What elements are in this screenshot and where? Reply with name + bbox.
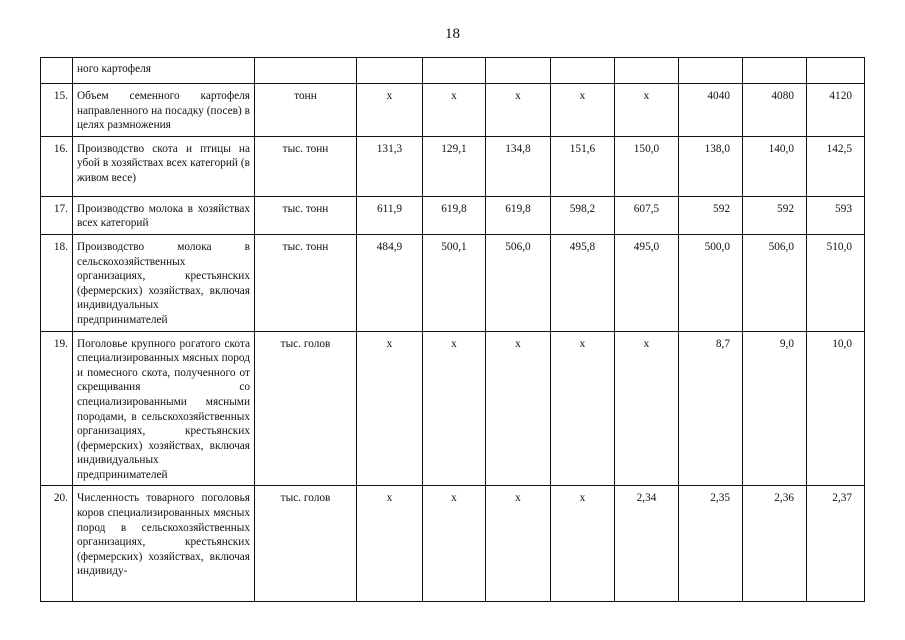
value-cell xyxy=(679,58,743,84)
indicator-name-cell: Производство молока в хозяйствах всех категорий xyxy=(73,196,255,234)
indicator-name-cell: Производство молока в сельскохозяйственных организациях, крестьянских (фермерских) хозяйствах, включая индивидуальных предпринимателей xyxy=(73,234,255,331)
unit-cell xyxy=(255,58,357,84)
indicators-table xyxy=(40,57,865,602)
value-cell: 500,0 xyxy=(679,234,743,331)
value-cell: 506,0 xyxy=(486,234,551,331)
value-cell: 8,7 xyxy=(679,331,743,486)
indicator-name-cell: Производство скота и птицы на убой в хозяйствах всех категорий (в живом весе) xyxy=(73,136,255,196)
indicator-name-cell: Численность товарного поголовья коров специализированных мясных пород в сельскохозяйственных организациях, крестьянских (фермерских) хозяйствах, включая индивиду- xyxy=(73,486,255,602)
value-cell: 2,36 xyxy=(743,486,807,602)
value-cell: 592 xyxy=(743,196,807,234)
indicator-name-cell: ного картофеля xyxy=(73,58,255,84)
unit-cell: тыс. тонн xyxy=(255,136,357,196)
value-cell: 142,5 xyxy=(807,136,865,196)
unit-cell: тыс. тонн xyxy=(255,234,357,331)
value-cell: х xyxy=(357,84,423,137)
value-cell: 506,0 xyxy=(743,234,807,331)
value-cell: 607,5 xyxy=(615,196,679,234)
value-cell: 495,8 xyxy=(551,234,615,331)
row-number-cell: 18. xyxy=(41,234,73,331)
row-number-cell: 15. xyxy=(41,84,73,137)
unit-cell: тыс. тонн xyxy=(255,196,357,234)
value-cell: 134,8 xyxy=(486,136,551,196)
value-cell: 619,8 xyxy=(486,196,551,234)
table-row xyxy=(41,84,865,137)
value-cell xyxy=(486,58,551,84)
value-cell: 150,0 xyxy=(615,136,679,196)
row-number-cell: 16. xyxy=(41,136,73,196)
value-cell: 593 xyxy=(807,196,865,234)
value-cell: 4040 xyxy=(679,84,743,137)
table-row xyxy=(41,234,865,331)
value-cell: 2,34 xyxy=(615,486,679,602)
indicator-name-cell: Объем семенного картофеля направленного на посадку (посев) в целях размножения xyxy=(73,84,255,137)
value-cell: 129,1 xyxy=(423,136,486,196)
table-row xyxy=(41,331,865,486)
table-row xyxy=(41,136,865,196)
unit-cell: тыс. голов xyxy=(255,331,357,486)
value-cell: 131,3 xyxy=(357,136,423,196)
value-cell xyxy=(551,58,615,84)
value-cell: х xyxy=(486,486,551,602)
indicator-name-cell: Поголовье крупного рогатого скота специализированных мясных пород и помесного скота, полученного от скрещивания со специализированными мясными породами, в сельскохозяйственных организациях, крестьянских (фермерских) хозяйствах, включая индивидуальных предпринимателей xyxy=(73,331,255,486)
value-cell: х xyxy=(551,486,615,602)
value-cell: 4120 xyxy=(807,84,865,137)
value-cell: 611,9 xyxy=(357,196,423,234)
value-cell: 619,8 xyxy=(423,196,486,234)
value-cell: 138,0 xyxy=(679,136,743,196)
value-cell: 592 xyxy=(679,196,743,234)
value-cell: 9,0 xyxy=(743,331,807,486)
value-cell xyxy=(615,58,679,84)
value-cell: 4080 xyxy=(743,84,807,137)
value-cell xyxy=(423,58,486,84)
unit-cell: тонн xyxy=(255,84,357,137)
row-number-cell: 17. xyxy=(41,196,73,234)
value-cell: 500,1 xyxy=(423,234,486,331)
value-cell: х xyxy=(551,84,615,137)
value-cell: 484,9 xyxy=(357,234,423,331)
value-cell: 10,0 xyxy=(807,331,865,486)
value-cell: х xyxy=(423,331,486,486)
value-cell: 2,35 xyxy=(679,486,743,602)
row-number-cell: 19. xyxy=(41,331,73,486)
value-cell: х xyxy=(423,84,486,137)
value-cell xyxy=(743,58,807,84)
table-row xyxy=(41,486,865,602)
value-cell: х xyxy=(357,486,423,602)
value-cell: 151,6 xyxy=(551,136,615,196)
unit-cell: тыс. голов xyxy=(255,486,357,602)
value-cell: х xyxy=(486,331,551,486)
value-cell: х xyxy=(615,84,679,137)
value-cell: х xyxy=(615,331,679,486)
value-cell: 510,0 xyxy=(807,234,865,331)
value-cell xyxy=(357,58,423,84)
value-cell: х xyxy=(357,331,423,486)
page-number: 18 xyxy=(445,26,460,42)
value-cell xyxy=(807,58,865,84)
table-row xyxy=(41,58,865,84)
row-number-cell: 20. xyxy=(41,486,73,602)
value-cell: х xyxy=(423,486,486,602)
value-cell: х xyxy=(486,84,551,137)
value-cell: 140,0 xyxy=(743,136,807,196)
row-number-cell xyxy=(41,58,73,84)
table-row xyxy=(41,196,865,234)
value-cell: 495,0 xyxy=(615,234,679,331)
value-cell: х xyxy=(551,331,615,486)
value-cell: 598,2 xyxy=(551,196,615,234)
value-cell: 2,37 xyxy=(807,486,865,602)
